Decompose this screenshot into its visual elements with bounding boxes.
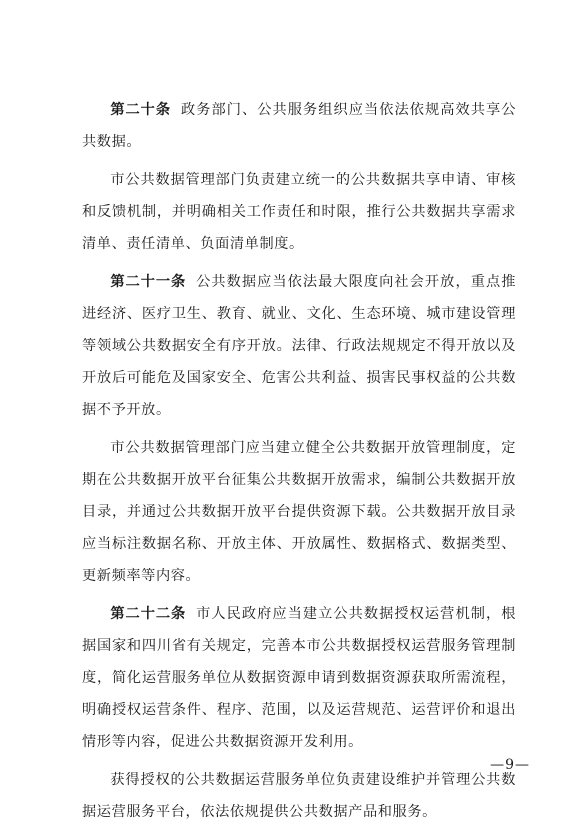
article-heading: 第二十一条	[110, 274, 187, 290]
article-heading: 第二十二条	[110, 606, 187, 622]
paragraph	[82, 764, 516, 828]
paragraph-text: 公共数据应当依法最大限度向社会开放，重点推进经济、医疗卫生、教育、就业、文化、生态环境、城市建设管理等领域公共数据安全有序开放。法律、行政法规规定不得开放以及开放后可能危及国家安全、危害公共利益、损害民事权益的公共数据不予开放。	[82, 274, 516, 418]
paragraph	[82, 432, 516, 592]
paragraph-article-20	[82, 94, 516, 158]
paragraph-article-21	[82, 266, 516, 426]
paragraph-text: 政务部门、公共服务组织应当依法依规高效共享公共数据。	[82, 102, 516, 150]
page-number: —9—	[490, 757, 530, 773]
document-body	[82, 94, 516, 834]
paragraph-text: 市公共数据管理部门应当建立健全公共数据开放管理制度，定期在公共数据开放平台征集公共数据开放需求，编制公共数据开放目录，并通过公共数据开放平台提供资源下载。公共数据开放目录应当标注数据名称、开放主体、开放属性、数据格式、数据类型、更新频率等内容。	[82, 440, 516, 584]
paragraph-text: 市人民政府应当建立公共数据授权运营机制，根据国家和四川省有关规定，完善本市公共数据授权运营服务管理制度，简化运营服务单位从数据资源申请到数据资源获取所需流程，明确授权运营条件、程序、范围，以及运营规范、运营评价和退出情形等内容，促进公共数据资源开发利用。	[82, 606, 516, 750]
paragraph-text: 市公共数据管理部门负责建立统一的公共数据共享申请、审核和反馈机制，并明确相关工作责任和时限，推行公共数据共享需求清单、责任清单、负面清单制度。	[82, 172, 516, 252]
paragraph	[82, 164, 516, 260]
article-heading: 第二十条	[110, 102, 171, 118]
paragraph-article-22	[82, 598, 516, 758]
paragraph-text: 获得授权的公共数据运营服务单位负责建设维护并管理公共数据运营服务平台，依法依规提供公共数据产品和服务。	[82, 772, 516, 820]
